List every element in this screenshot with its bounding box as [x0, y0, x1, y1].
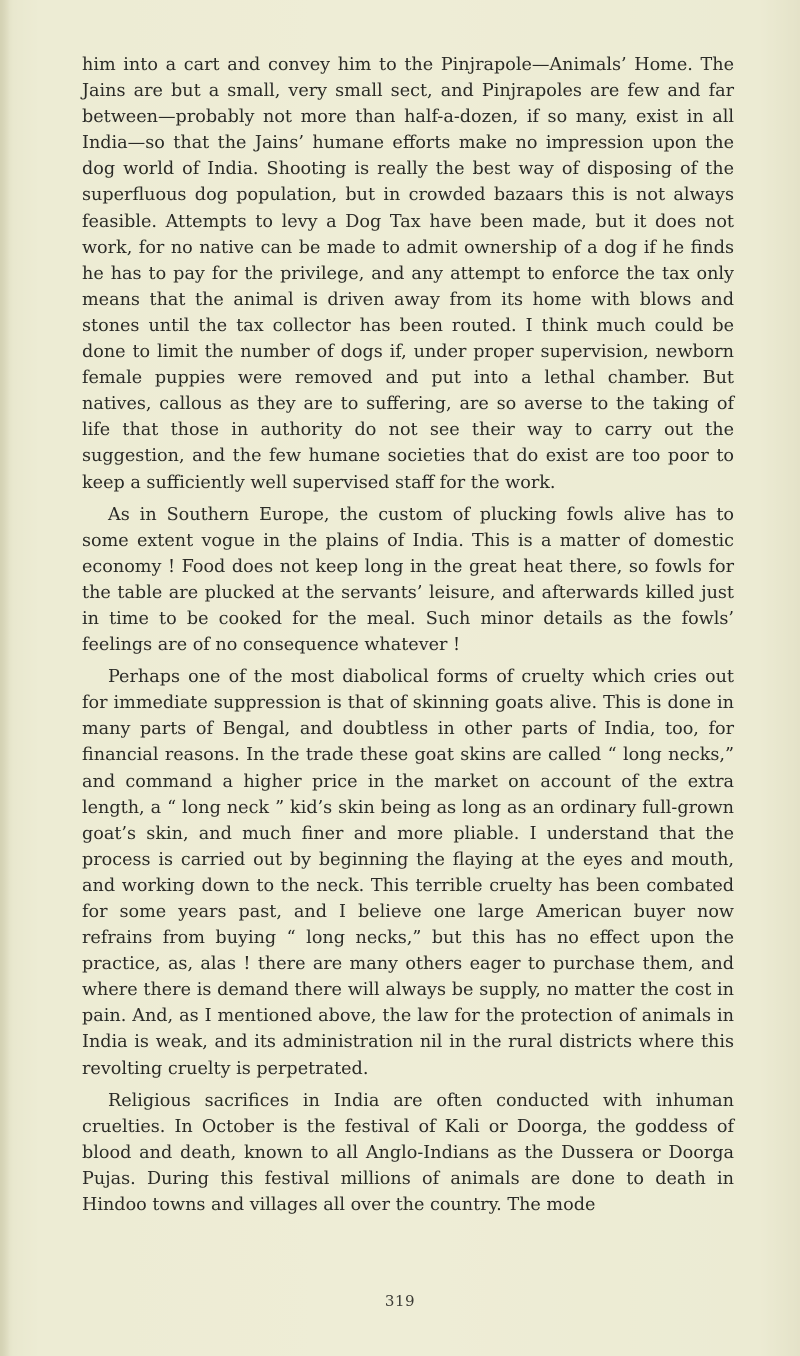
- paragraph-religious-sacrifices: Religious sacrifices in India are often conducted with inhuman cruelties. In October is the festival of Kali or Doorga, the goddess of blood and death, known to all Anglo-Indians as the Dussera or Doorga Pujas. During this festival millions of animals are done to death in Hindoo towns and villages all over the country. The mode: [82, 1090, 734, 1216]
- binding-shadow: [0, 0, 10, 1356]
- body-text: [82, 52, 734, 1218]
- paragraph-skinning-goats: Perhaps one of the most diabolical forms of cruelty which cries out for immediate suppression is that of skinning goats alive. This is done in many parts of Bengal, and doubtless in other parts of India, too, for financial reasons. In the trade these goat skins are called “ long necks,” and command a higher price in the market on account of the extra length, a “ long neck ” kid’s skin being as long as an ordinary full-grown goat’s skin, and much finer and more pliable. I understand that the process is carried out by beginning the flaying at the eyes and mouth, and working down to the neck. This terrible cruelty has been combated for some years past, and I believe one large American buyer now refrains from buying “ long necks,” but this has no effect upon the practice, as, alas ! there are many others eager to purchase them, and where there is demand there will always be supply, no matter the cost in pain. And, as I mentioned above, the law for the protection of animals in India is weak, and its administration nil in the rural districts where this revolting cruelty is perpetrated.: [82, 667, 734, 1079]
- paragraph-dog-population: him into a cart and convey him to the Pinjrapole—Animals’ Home. The Jains are but a small, very small sect, and Pinjrapoles are few and far between—probably not more than half-a-dozen, if so many, exist in all India—so that the Jains’ humane efforts make no impression upon the dog world of India. Shooting is really the best way of disposing of the superfluous dog population, but in crowded bazaars this is not always feasible. Attempts to levy a Dog Tax have been made, but it does not work, for no native can be made to admit ownership of a dog if he finds he has to pay for the privilege, and any attempt to enforce the tax only means that the animal is driven away from its home with blows and stones until the tax collector has been routed. I think much could be done to limit the number of dogs if, under proper supervision, newborn female puppies were removed and put into a lethal chamber. But natives, callous as they are to suffering, are so averse to the taking of life that those in authority do not see their way to carry out the suggestion, and the few humane societies that do exist are too poor to keep a sufficiently well supervised staff for the work.: [82, 55, 734, 493]
- paragraph-plucking-fowls: As in Southern Europe, the custom of plucking fowls alive has to some extent vogue in the plains of India. This is a matter of domestic economy ! Food does not keep long in the great heat there, so fowls for the table are plucked at the servants’ leisure, and afterwards killed just in time to be cooked for the meal. Such minor details as the fowls’ feelings are of no consequence whatever !: [82, 504, 734, 656]
- page-number: 319: [384, 1292, 416, 1310]
